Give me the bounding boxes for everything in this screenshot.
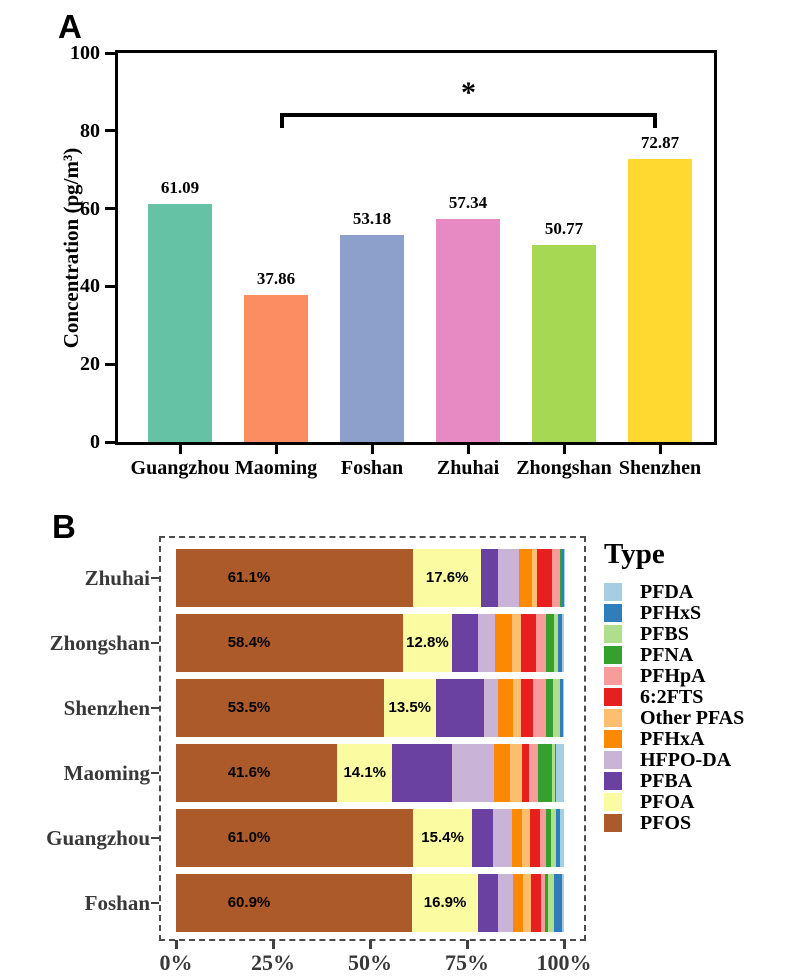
bar-value-label: 53.18 [352,209,392,229]
category-label-shenzhen: Shenzhen [63,696,150,720]
x-category-label: Foshan [340,457,404,479]
bar-segment-pfda [563,679,564,737]
panel-b-chart-area [0,500,800,976]
x-tick-label: 0% [159,950,193,975]
bar-segment-pfhxa [498,679,513,737]
y-axis-tick [105,363,115,366]
x-tick-label: 50% [348,950,392,975]
x-tick-label: 25% [251,950,295,975]
bar-segment-pfba [478,874,498,932]
segment-label-pfos: 53.5% [227,699,271,716]
category-label-maoming: Maoming [63,761,150,785]
bar-segment-pfhpa [552,549,560,607]
y-tick-label: 40 [80,275,100,298]
y-axis-tick [105,441,115,444]
bar-foshan [340,235,404,442]
x-axis-tick [371,445,374,454]
bar-value-label: 57.34 [448,192,488,212]
segment-label-pfoa: 12.8% [406,634,449,651]
legend-label-pfba: PFBA [640,770,693,792]
bar-zhongshan [532,245,596,442]
category-axis-tick [151,837,159,839]
bar-segment-pfda [560,809,564,867]
bar-segment-pfna [546,614,554,672]
bar-segment-pfba [392,744,452,802]
y-axis-tick [105,52,115,55]
bar-segment-pfhpa [529,744,538,802]
bar-segment-pfba [472,809,493,867]
legend-label-pfbs: PFBS [640,623,689,645]
category-axis-tick [151,642,159,644]
segment-label-pfoa: 14.1% [343,764,387,781]
segment-label-pfos: 60.9% [227,894,271,911]
y-tick-label: 0 [90,431,100,453]
y-axis-tick [105,285,115,288]
y-tick-label: 20 [80,353,100,376]
bar-segment-hfpo-da [498,874,513,932]
x-tick-label: 100% [536,950,592,975]
segment-label-pfoa: 16.9% [423,894,467,911]
x-axis-tick [563,445,566,454]
segment-label-pfos: 61.0% [227,829,271,846]
bar-value-label: 61.09 [160,178,200,198]
significance-star: * [461,76,476,109]
bar-value-label: 37.86 [256,268,296,288]
legend-label-pfos: PFOS [640,812,692,834]
y-tick-label: 60 [80,197,100,220]
x-category-label: Zhongshan [516,457,612,479]
segment-label-pfos: 41.6% [227,764,271,781]
bar-segment-pfba [436,679,484,737]
bar-segment-6-2fts [537,549,552,607]
x-axis-tick [179,445,182,454]
bar-segment-pfhxa [513,874,523,932]
x-axis-tick [272,940,275,949]
legend-label-pfda: PFDA [640,581,694,603]
legend-label-6-2fts: 6:2FTS [640,686,704,708]
x-category-label: Guangzhou [130,457,230,479]
legend-label-pfhxs: PFHxS [640,602,702,624]
bar-value-label: 50.77 [544,218,584,238]
panel-a-y-axis-label: Concentration (pg/m³) [59,147,83,349]
bar-segment-other-pfas [522,809,530,867]
bar-segment-pfba [452,614,478,672]
bar-segment-hfpo-da [498,549,518,607]
bar-segment-hfpo-da [478,614,495,672]
x-axis-tick [275,445,278,454]
bar-segment-other-pfas [523,874,531,932]
bar-segment-pfna [546,679,553,737]
y-axis-tick [105,207,115,210]
bar-segment-pfhpa [536,614,546,672]
bar-value-label: 72.87 [640,132,680,152]
bar-maoming [244,295,308,442]
x-axis-tick [563,940,566,949]
bar-segment-pfda [562,614,564,672]
category-axis-tick [151,707,159,709]
bar-segment-6-2fts [531,874,541,932]
x-category-label: Maoming [234,457,318,479]
panel-a-label: A [58,8,82,45]
bar-segment-pfna [538,744,552,802]
bar-zhuhai [436,219,500,442]
legend-label-other-pfas: Other PFAS [640,707,745,729]
x-axis-tick [175,940,178,949]
panel-b-label: B [52,508,76,545]
category-axis-tick [151,902,159,904]
bar-segment-6-2fts [521,614,536,672]
category-label-guangzhou: Guangzhou [46,826,150,850]
bar-guangzhou [148,204,212,442]
x-axis-tick [467,445,470,454]
category-axis-tick [151,772,159,774]
legend-label-pfna: PFNA [640,644,694,666]
x-category-label: Zhuhai [436,457,500,479]
bar-segment-hfpo-da [452,744,494,802]
category-label-zhuhai: Zhuhai [84,566,150,590]
segment-label-pfoa: 17.6% [425,569,469,586]
bar-segment-pfhxa [494,744,510,802]
x-axis-tick [659,445,662,454]
legend-title: Type [604,538,665,570]
y-tick-label: 100 [70,42,100,64]
y-axis-tick [105,129,115,132]
bar-segment-other-pfas [512,614,520,672]
bar-segment-pfhpa [533,679,546,737]
category-axis-tick [151,577,159,579]
legend-label-pfhpa: PFHpA [640,665,706,687]
category-label-foshan: Foshan [84,891,150,915]
bar-shenzhen [628,159,692,442]
segment-label-pfoa: 15.4% [421,829,464,846]
bar-segment-pfba [481,549,498,607]
legend-label-pfoa: PFOA [640,791,695,813]
bar-segment-pfhxa [512,809,522,867]
x-category-label: Shenzhen [618,457,702,479]
bar-segment-other-pfas [513,679,521,737]
y-tick-label: 80 [80,119,100,142]
category-label-zhongshan: Zhongshan [49,631,150,655]
bar-segment-pfbs [553,679,560,737]
bar-segment-hfpo-da [484,679,498,737]
bar-segment-6-2fts [530,809,540,867]
bar-segment-pfda [562,874,564,932]
bar-segment-pfda [556,744,564,802]
segment-label-pfos: 61.1% [227,569,271,586]
bar-segment-6-2fts [521,679,533,737]
legend-label-pfhxa: PFHxA [640,728,705,750]
x-axis-tick [466,940,469,949]
bar-segment-pfhxa [519,549,532,607]
bar-segment-other-pfas [510,744,522,802]
segment-label-pfos: 58.4% [227,634,271,651]
significance-bracket [280,113,657,128]
bar-segment-pfhxs [554,874,562,932]
segment-label-pfoa: 13.5% [388,699,432,716]
bar-segment-hfpo-da [493,809,512,867]
legend-label-hfpo-da: HFPO-DA [640,749,732,771]
bar-segment-pfhxa [495,614,512,672]
x-tick-label: 75% [445,950,489,975]
bar-segment-6-2fts [522,744,529,802]
x-axis-tick [369,940,372,949]
